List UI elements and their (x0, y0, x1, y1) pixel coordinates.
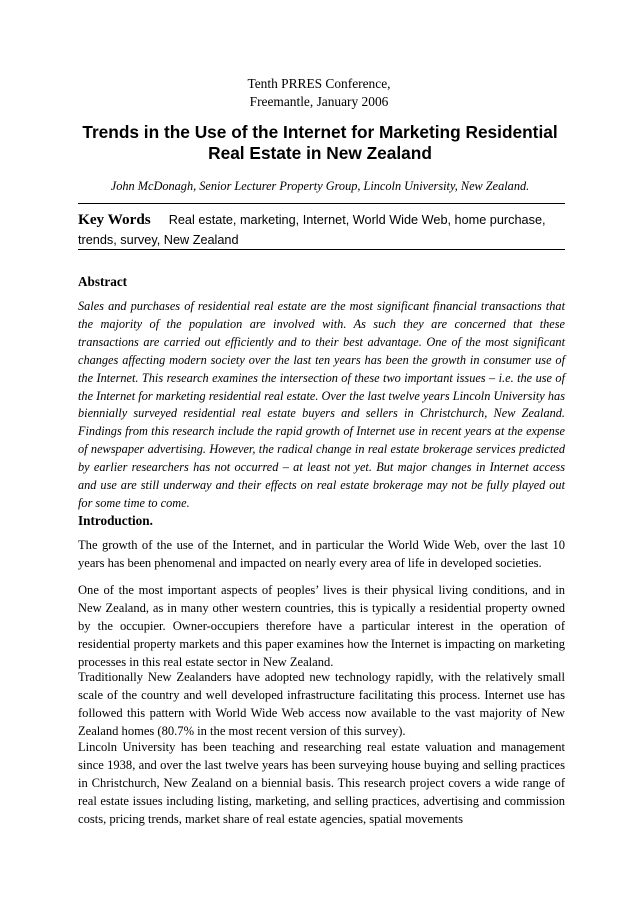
conference-line-2: Freemantle, January 2006 (249, 94, 389, 109)
intro-paragraph-4: Lincoln University has been teaching and researching real estate valuation and management since 1938, and over the last twelve years has been surveying house buying and selling practices in Christchurch, New Zealand on a biennial basis. This research project covers a wide range of real estate issues including listing, marketing, and selling practices, advertising and commission costs, pricing trends, market share of real estate agencies, spatial movements (78, 740, 565, 826)
rule-bottom (78, 249, 565, 250)
conference-line-1: Tenth PRRES Conference, (247, 76, 391, 91)
author-line: John McDonagh, Senior Lecturer Property Group, Lincoln University, New Zealand. (110, 179, 530, 193)
keywords-block (78, 210, 565, 250)
paper-title: Trends in the Use of the Internet for Marketing Residential Real Estate in New Zealand (82, 122, 558, 163)
abstract-heading: Abstract (78, 274, 128, 289)
abstract-text: Sales and purchases of residential real estate are the most significant financial transactions that the majority of the population are involved with. As such they are concerned that these transactions are carried out efficiently and to their best advantage. One of the most significant changes affecting modern society over the last ten years has been the growth in consumer use of the Internet. This research examines the intersection of these two important issues – i.e. the use of the Internet for marketing residential real estate. Over the last twelve years Lincoln University has biennially surveyed residential real estate buyers and sellers in Christchurch, New Zealand. Findings from this research include the rapid growth of Internet use in recent years at the expense of newspaper advertising. However, the radical change in real estate brokerage services predicted by earlier researchers has not occurred – at least not yet. But major changes in Internet access and use are still underway and their effects on real estate brokerage may not be fully played out for some time to come. (78, 299, 565, 510)
intro-paragraph-2: One of the most important aspects of peoples’ lives is their physical living conditions, and in New Zealand, as in many other western countries, this is typically a residential property owned by the occupier. Owner-occupiers therefore have a particular interest in the operation of residential property markets and this paper examines how the Internet is impacting on marketing processes in this real estate sector in New Zealand. (78, 583, 565, 669)
intro-paragraph-1: The growth of the use of the Internet, and in particular the World Wide Web, over the last 10 years has been phenomenal and impacted on nearly every area of life in developed societies. (78, 538, 565, 570)
rule-top (78, 203, 565, 204)
keywords-text: Real estate, marketing, Internet, World Wide Web, home purchase, trends, survey, New Zealand (78, 213, 546, 247)
keywords-label: Key Words (78, 211, 151, 228)
introduction-heading: Introduction. (78, 513, 153, 528)
intro-paragraph-3: Traditionally New Zealanders have adopted new technology rapidly, with the relatively small scale of the country and well developed infrastructure facilitating this process. Internet use has followed this pattern with World Wide Web access now available to the vast majority of New Zealand homes (80.7% in the most recent version of this survey). (78, 670, 565, 738)
